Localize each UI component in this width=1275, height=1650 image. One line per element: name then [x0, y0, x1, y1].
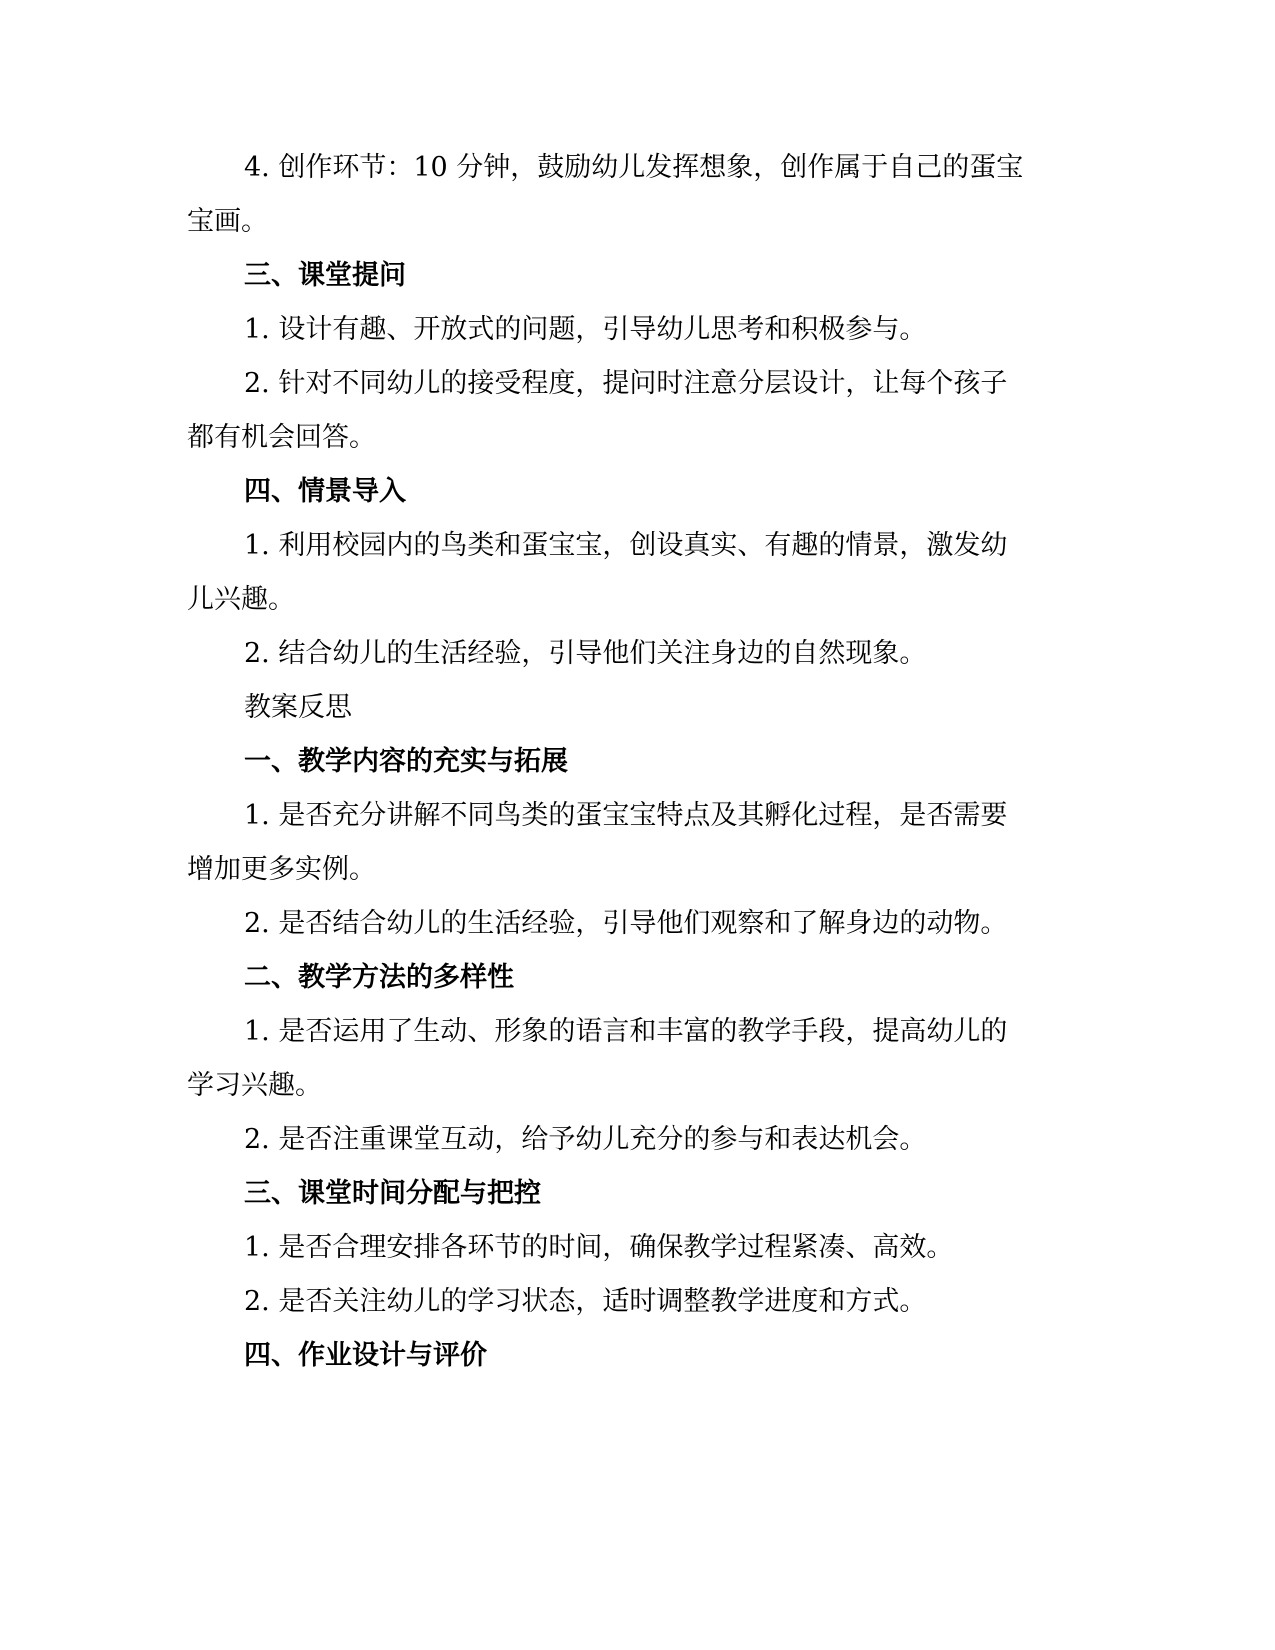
section-heading: 四、情景导入	[244, 476, 406, 507]
section-heading: 三、课堂时间分配与把控	[244, 1178, 541, 1209]
paragraph-line: 4. 创作环节：10 分钟，鼓励幼儿发挥想象，创作属于自己的蛋宝	[244, 152, 1024, 183]
paragraph-line: 1. 利用校园内的鸟类和蛋宝宝，创设真实、有趣的情景，激发幼	[244, 530, 1008, 561]
section-heading: 一、教学内容的充实与拓展	[244, 746, 568, 777]
paragraph-line: 2. 是否注重课堂互动，给予幼儿充分的参与和表达机会。	[244, 1124, 927, 1155]
paragraph-line: 增加更多实例。	[187, 854, 376, 885]
paragraph-line: 1. 是否运用了生动、形象的语言和丰富的教学手段，提高幼儿的	[244, 1016, 1008, 1047]
section-heading: 四、作业设计与评价	[244, 1340, 487, 1371]
paragraph-line: 1. 设计有趣、开放式的问题，引导幼儿思考和积极参与。	[244, 314, 927, 345]
paragraph-line: 2. 是否结合幼儿的生活经验，引导他们观察和了解身边的动物。	[244, 908, 1008, 939]
paragraph-line: 学习兴趣。	[187, 1070, 322, 1101]
paragraph-line: 2. 结合幼儿的生活经验，引导他们关注身边的自然现象。	[244, 638, 927, 669]
section-heading: 二、教学方法的多样性	[244, 962, 514, 993]
paragraph-line: 儿兴趣。	[187, 584, 295, 615]
paragraph-line: 宝画。	[187, 206, 268, 237]
paragraph-line: 2. 是否关注幼儿的学习状态，适时调整教学进度和方式。	[244, 1286, 927, 1317]
paragraph-line: 2. 针对不同幼儿的接受程度，提问时注意分层设计，让每个孩子	[244, 368, 1008, 399]
paragraph-line: 都有机会回答。	[187, 422, 376, 453]
paragraph-line: 1. 是否充分讲解不同鸟类的蛋宝宝特点及其孵化过程，是否需要	[244, 800, 1008, 831]
subtitle: 教案反思	[244, 692, 352, 723]
paragraph-line: 1. 是否合理安排各环节的时间，确保教学过程紧凑、高效。	[244, 1232, 954, 1263]
section-heading: 三、课堂提问	[244, 260, 406, 291]
